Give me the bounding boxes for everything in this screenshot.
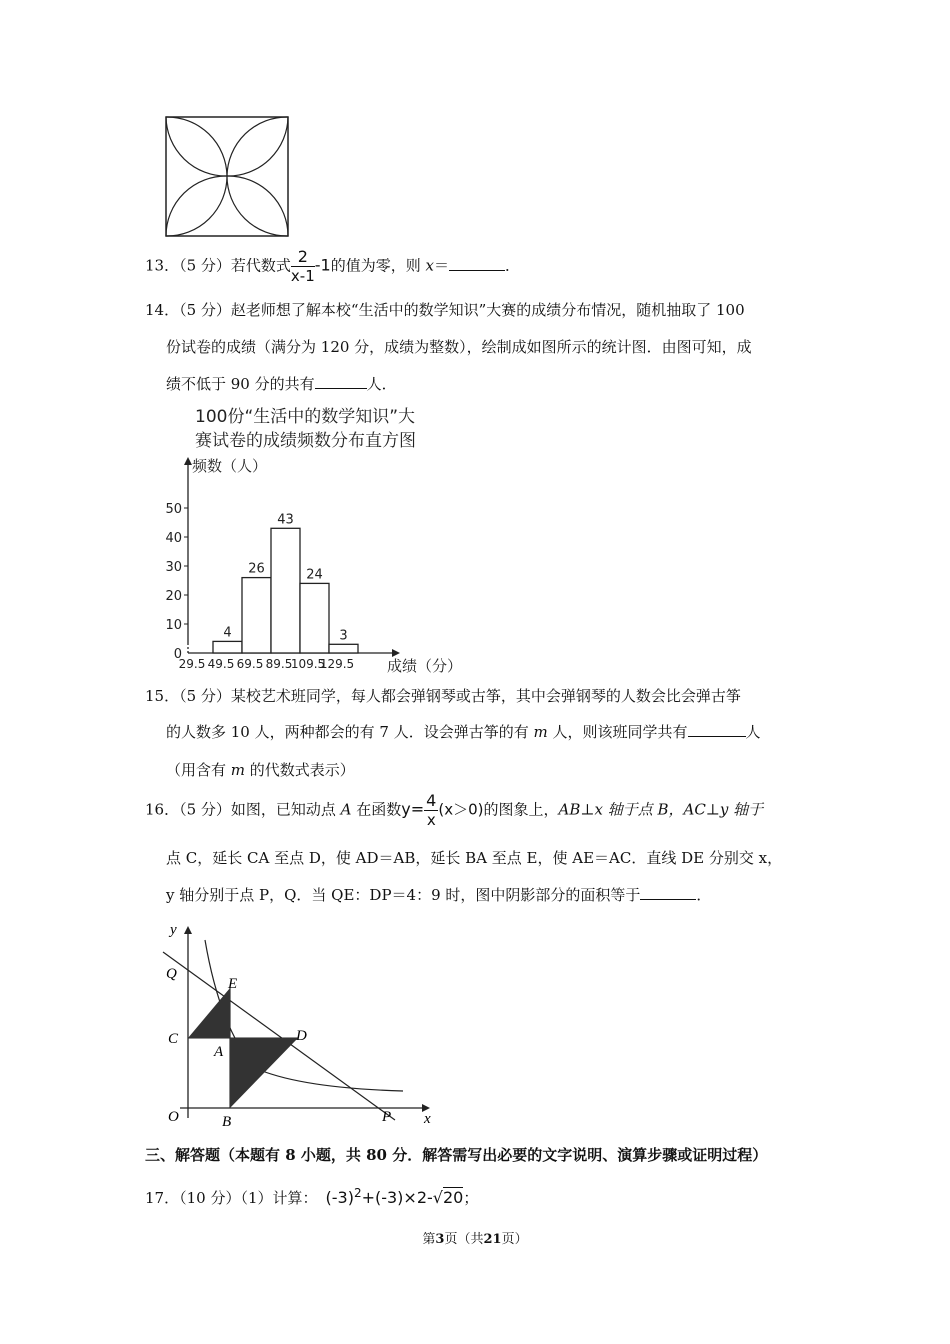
q14-answer-blank (315, 374, 367, 389)
footer-prefix: 第 (422, 1232, 436, 1247)
y-axis-arrow (184, 926, 192, 934)
q15-line3 (166, 759, 355, 780)
x-tick-label: 49.5 (207, 657, 235, 671)
q16-func-fraction (424, 792, 438, 829)
label-e: E (228, 976, 238, 992)
q15-line3-b: 的代数式表示） (245, 761, 355, 779)
q14-line1: 14．（5 分）赵老师想了解本校“生活中的数学知识”大赛的成绩分布情况，随机抽取了 100 (145, 301, 745, 319)
q17-expr-end: ； (463, 1189, 479, 1207)
q15-line3-m: m (230, 761, 246, 779)
q17-expr-radicand: 20 (442, 1188, 464, 1207)
q16-answer-blank (640, 885, 696, 900)
q13-frac-den: x-1 (290, 267, 315, 285)
q13-frac-num: 2 (291, 248, 315, 267)
shaded-triangle-lower (230, 1038, 298, 1108)
q13-var: x (425, 256, 434, 275)
x-axis-label: 成绩（分） (387, 657, 463, 675)
page-footer (0, 1228, 950, 1247)
q16-line1-b: 在函数 (351, 800, 402, 819)
q13-minus-one: -1 (314, 255, 331, 275)
label-o: O (168, 1109, 179, 1125)
q16-line3-b: ． (696, 886, 712, 904)
q16-line3 (166, 884, 711, 905)
y-tick-label: 50 (165, 502, 182, 517)
q15-line2-c: 人 (745, 723, 761, 741)
label-p: P (382, 1109, 392, 1125)
section-3-heading: 三、解答题（本题有 8 小题，共 80 分．解答需写出必要的文字说明、演算步骤或证明过程） (145, 1146, 768, 1164)
x-tick-label: 129.5 (319, 657, 355, 671)
bar-value-label: 24 (306, 567, 323, 583)
footer-suffix: 页） (501, 1232, 528, 1247)
y-tick-label: 20 (165, 589, 182, 604)
label-q: Q (166, 966, 177, 982)
bar-value-label: 3 (339, 628, 348, 644)
y-tick-label: 30 (165, 560, 182, 575)
q17-prefix: 17．（10 分）（1）计算： (145, 1189, 318, 1207)
x-tick-label: 89.5 (265, 657, 293, 671)
label-x: x (424, 1111, 431, 1127)
histogram-bar (213, 641, 242, 653)
bar-value-label: 43 (277, 512, 294, 528)
four-petal-figure (165, 116, 290, 238)
q16-func-num: 4 (426, 791, 437, 810)
question-17 (145, 1186, 478, 1208)
q14-line3-text: 绩不低于 90 分的共有 (166, 375, 315, 393)
q15-answer-blank (688, 722, 746, 737)
histogram-bar (242, 578, 271, 653)
q15-line2-b: 人，则该班同学共有 (547, 723, 688, 741)
label-c: C (168, 1031, 179, 1047)
sqrt-sign-icon: √ (432, 1188, 443, 1207)
q14-line3 (166, 373, 397, 394)
x-tick-label: 29.5 (178, 657, 206, 671)
q13-prefix: 13．（5 分）若代数式 (145, 256, 291, 275)
q13-fraction (291, 248, 315, 285)
q16-line2: 点 C，延长 CA 至点 D，使 AD＝AB，延长 BA 至点 E，使 AE＝AC．直线 DE 分别交 x， (166, 849, 783, 867)
bar-value-label: 26 (248, 561, 265, 577)
q14-line3-end: 人． (366, 375, 397, 393)
q15-line2-a: 的人数多 10 人，两种都会的有 7 人．设会弹古筝的有 (166, 723, 534, 741)
q16-func-den: x (426, 811, 436, 829)
q16-point-a: A (340, 800, 352, 819)
histogram-chart (160, 455, 490, 680)
histogram-bar (329, 644, 358, 653)
histogram-bar (300, 583, 329, 653)
question-13 (145, 248, 520, 285)
label-y: y (170, 922, 177, 938)
label-b: B (222, 1114, 232, 1130)
q14-line2: 份试卷的成绩（满分为 120 分，成绩为整数），绘制成如图所示的统计图．由图可知，成 (166, 338, 752, 356)
q13-answer-blank (449, 256, 505, 271)
label-d: D (296, 1028, 307, 1044)
footer-total-pages: 21 (483, 1232, 502, 1247)
x-axis-arrow (392, 649, 400, 657)
x-tick-label: 109.5 (290, 657, 326, 671)
y-axis-label: 频数（人） (192, 457, 268, 475)
y-tick-label: 40 (165, 531, 182, 546)
q16-line1-c: 的图象上， (483, 800, 559, 819)
q16-line1-a: 16．（5 分）如图，已知动点 (145, 800, 341, 819)
q16-func-cond: (x＞0) (438, 800, 484, 819)
footer-page-number: 3 (435, 1232, 445, 1247)
q15-line1: 15．（5 分）某校艺术班同学，每人都会弹钢琴或古筝，其中会弹钢琴的人数会比会弹古筝 (145, 687, 741, 705)
q16-line1 (145, 792, 763, 829)
chart-title-line1: 100份“生活中的数学知识”大 (195, 407, 416, 427)
q13-suffix-b: ＝ (433, 256, 449, 275)
q13-suffix-a: 的值为零，则 (330, 256, 426, 275)
bar-value-label: 4 (223, 625, 232, 641)
q15-line3-a: （用含有 (166, 761, 231, 779)
y-tick-label: 0 (173, 647, 182, 662)
q17-expr-exp: 2 (353, 1186, 362, 1200)
footer-mid: 页（共 (444, 1232, 484, 1247)
q16-func-y: y= (401, 799, 425, 819)
q16-coordinate-figure (160, 918, 445, 1133)
y-tick-label: 10 (165, 618, 182, 633)
q16-line1-d: AB⊥x 轴于点 B，AC⊥y 轴于 (558, 800, 764, 819)
q17-expr-b: +(-3)×2- (361, 1188, 433, 1207)
q17-expr-a: (-3) (325, 1188, 354, 1207)
q16-line3-a: y 轴分别于点 P，Q．当 QE：DP＝4：9 时，图中阴影部分的面积等于 (166, 886, 641, 904)
q13-end: ． (504, 256, 520, 275)
y-axis-arrow (184, 457, 192, 465)
label-a: A (214, 1044, 224, 1060)
histogram-bar (271, 528, 300, 653)
q15-var-m: m (533, 723, 548, 741)
x-tick-label: 69.5 (236, 657, 264, 671)
chart-title-line2: 赛试卷的成绩频数分布直方图 (195, 431, 416, 451)
q15-line2 (166, 721, 761, 742)
